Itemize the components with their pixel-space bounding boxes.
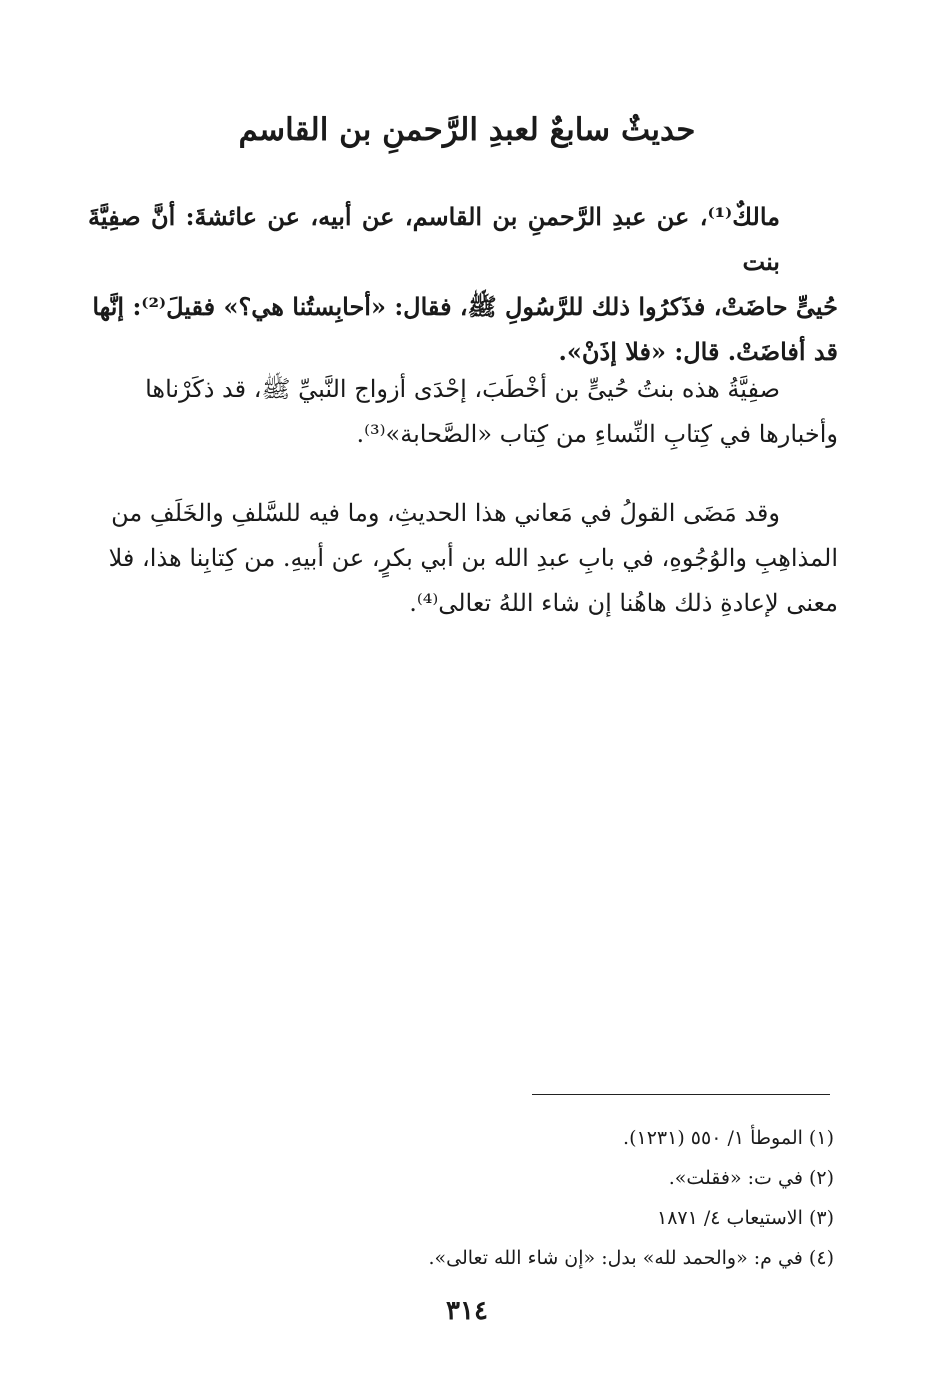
text-line: مالكٌ⁽¹⁾، عن عبدِ الرَّحمنِ بن القاسم، عن أبيه، عن عائشةَ: أنَّ صفِيَّةَ بنت <box>88 202 780 276</box>
footnote: (٣) الاستيعاب ٤/ ١٨٧١ <box>657 1207 834 1229</box>
hadith-title: حديثٌ سابعٌ لعبدِ الرَّحمنِ بن القاسم <box>238 112 696 148</box>
commentary-paragraph <box>88 491 838 626</box>
text-line: قد أفاضَتْ. قال: «فلا إذَنْ». <box>558 337 838 366</box>
footnote-divider <box>532 1094 830 1095</box>
footnote: (٤) في م: «والحمد لله» بدل: «إن شاء الله تعالى». <box>428 1247 834 1269</box>
page-number: ٣١٤ <box>446 1296 488 1326</box>
text-line: معنى لإعادةِ ذلك هاهُنا إن شاء اللهُ تعالى⁽⁴⁾. <box>409 589 838 617</box>
text-line: وأخبارها في كِتابِ النِّساءِ من كِتاب «الصَّحابة»⁽³⁾. <box>356 420 838 448</box>
footnotes <box>88 1118 834 1278</box>
commentary-paragraph <box>88 367 838 457</box>
footnote: (١) الموطأ ١/ ٥٥٠ (١٢٣١). <box>623 1127 834 1149</box>
text-line: وقد مَضَى القولُ في مَعاني هذا الحديثِ، وما فيه للسَّلفِ والخَلَفِ من <box>111 499 780 527</box>
hadith-text-paragraph <box>88 194 838 374</box>
text-line: حُيىٍّ حاضَتْ، فذَكرُوا ذلك للرَّسُولِ ﷺ، فقال: «أحابِستُنا هي؟» فقيلَ⁽²⁾: إنَّها <box>92 292 838 321</box>
text-line: المذاهِبِ والوُجُوهِ، في بابِ عبدِ الله بن أبي بكرٍ، عن أبيهِ. من كِتابِنا هذا، فلا <box>108 544 838 572</box>
footnote: (٢) في ت: «فقلت». <box>668 1167 834 1189</box>
text-line: صفِيَّةُ هذه بنتُ حُيىٍّ بن أخْطَبَ، إحْدَى أزواج النَّبيِّ ﷺ، قد ذكَرْناها <box>145 375 780 403</box>
